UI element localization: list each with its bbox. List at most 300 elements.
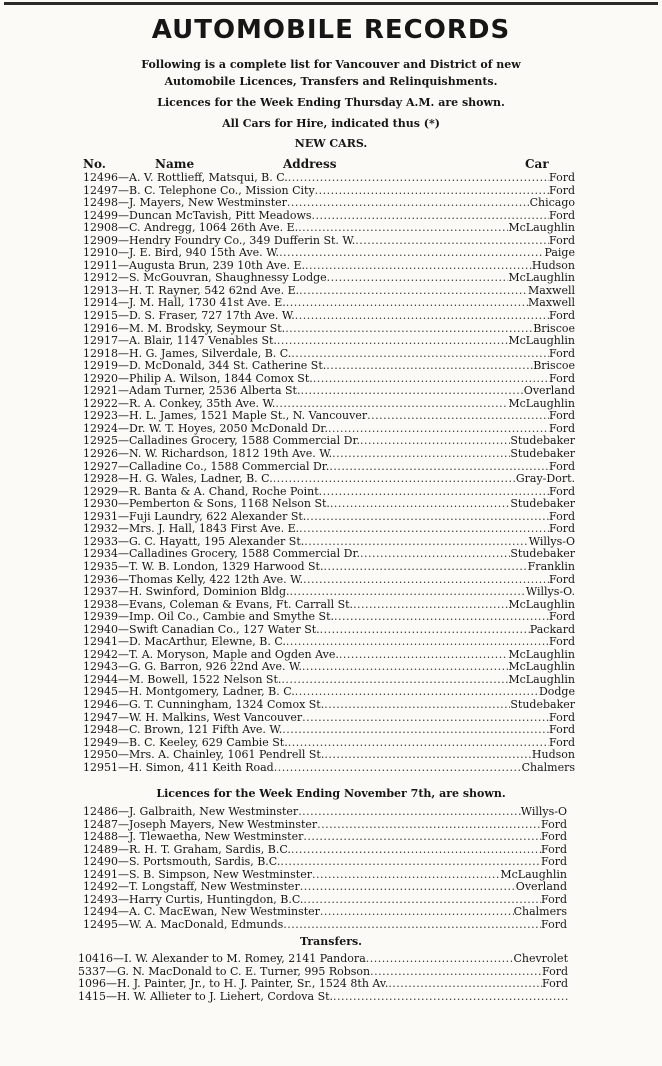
entry-number: 12933 [83, 534, 118, 548]
entry-car: Chalmers [521, 760, 575, 774]
entry-dash: — [118, 346, 129, 360]
entry-dash: — [118, 396, 129, 410]
leader-dots [300, 385, 523, 398]
leader-dots [388, 978, 542, 991]
entry-dash: — [118, 610, 129, 624]
entry-car: McLaughlin [508, 660, 575, 674]
leader-dots [299, 285, 528, 298]
entry-dash: — [118, 434, 129, 448]
entry-car: Studebaker [510, 497, 575, 511]
entry-car: Ford [549, 484, 575, 498]
entry-name-address: B. C. Telephone Co., Mission City [129, 183, 315, 197]
entry-car: Ford [549, 522, 575, 536]
entry-number: 12944 [83, 672, 118, 686]
entry-number: 12909 [83, 233, 118, 247]
entry-number: 12495 [83, 917, 118, 931]
leader-dots [303, 574, 549, 587]
list-item [78, 953, 568, 966]
top-rule [4, 2, 658, 5]
entry-dash: — [118, 183, 129, 197]
entry-car: Chevrolet [513, 952, 568, 965]
entry-car: McLaughlin [508, 396, 575, 410]
column-header-address: Address [283, 157, 337, 171]
entry-car: Briscoe [533, 359, 575, 373]
leader-dots [367, 410, 549, 423]
leader-dots [286, 636, 549, 649]
entry-dash: — [118, 547, 129, 561]
entry-dash: — [118, 334, 129, 348]
entry-name-address: A. V. Rottlieff, Matsqui, B. C. [129, 171, 288, 184]
entry-dash: — [118, 421, 129, 435]
entry-name-address: Calladines Grocery, 1588 Commercial Dr. [129, 434, 360, 448]
column-header-name: Name [155, 157, 195, 171]
entry-car: Gray-Dort. [515, 472, 575, 486]
entry-number: 12916 [83, 321, 118, 335]
entry-number: 12942 [83, 647, 118, 661]
entry-car: Ford [541, 855, 567, 869]
entry-number: 12490 [83, 855, 118, 869]
entry-name-address: Joseph Mayers, New Westminster [129, 817, 318, 831]
leader-dots [280, 856, 541, 869]
entry-dash: — [118, 880, 129, 894]
entry-name-address: H. G. James, Silverdale, B. C. [129, 346, 292, 360]
entry-number: 12934 [83, 547, 118, 561]
entry-number: 12921 [83, 384, 118, 398]
list-item [83, 222, 575, 235]
leader-dots [288, 172, 549, 185]
list-item [83, 919, 567, 932]
entry-car: Briscoe [533, 321, 575, 335]
entry-car: Overland [515, 880, 567, 894]
leader-dots [285, 323, 533, 336]
leader-dots [291, 348, 549, 361]
entry-car: Overland [523, 384, 575, 398]
entry-dash: — [113, 952, 124, 965]
leader-dots [360, 548, 510, 561]
entry-car: Willys-O. [525, 585, 575, 599]
entry-car: Ford [549, 421, 575, 435]
entry-number: 12930 [83, 497, 118, 511]
entry-car: Ford [549, 409, 575, 423]
entry-dash: — [118, 917, 129, 931]
entry-car: Ford [549, 509, 575, 523]
november-list [83, 806, 567, 931]
leader-dots [287, 197, 530, 210]
entry-car: Ford [549, 710, 575, 724]
entry-dash: — [118, 672, 129, 686]
leader-dots [303, 831, 541, 844]
entry-dash: — [118, 572, 129, 586]
entry-car: Studebaker [510, 447, 575, 461]
entry-dash: — [118, 459, 129, 473]
leader-dots [313, 373, 549, 386]
leader-dots [360, 435, 510, 448]
entry-number: 12949 [83, 735, 118, 749]
entry-dash: — [106, 964, 117, 978]
leader-dots [277, 335, 508, 348]
entry-number: 12946 [83, 697, 118, 711]
entry-name-address: M. Bowell, 1522 Nelson St. [129, 672, 282, 686]
entry-number: 12912 [83, 271, 118, 285]
entry-car: Maxwell [528, 283, 575, 297]
leader-dots [317, 819, 541, 832]
entry-dash: — [118, 171, 129, 184]
entry-number: 12937 [83, 585, 118, 599]
entry-dash: — [118, 484, 129, 498]
entry-name-address: T. W. B. London, 1329 Harwood St. [129, 559, 324, 573]
entry-dash: — [118, 409, 129, 423]
entry-number: 12499 [83, 208, 118, 222]
entry-dash: — [118, 208, 129, 222]
entry-dash: — [118, 371, 129, 385]
section-heading-transfers: Transfers. [299, 935, 363, 948]
entry-number: 12928 [83, 472, 118, 486]
leader-dots [273, 473, 516, 486]
entry-name-address: S. Portsmouth, Sardis, B.C. [129, 855, 281, 869]
list-item [78, 978, 568, 991]
leader-dots [315, 185, 549, 198]
entry-number: 12493 [83, 892, 118, 906]
entry-car: Ford [549, 610, 575, 624]
leader-dots [366, 953, 514, 966]
section-heading-november: Licences for the Week Ending November 7th, are shown. [156, 787, 506, 800]
entry-dash: — [118, 710, 129, 724]
entry-name-address: M. M. Brodsky, Seymour St. [129, 321, 286, 335]
leader-dots [306, 511, 549, 524]
entry-dash: — [118, 559, 129, 573]
entry-car: Ford [541, 842, 567, 856]
entry-number: 12497 [83, 183, 118, 197]
list-item [83, 172, 575, 185]
entry-name-address: Swift Canadian Co., 127 Water St. [129, 622, 320, 636]
list-item [83, 385, 575, 398]
page-title: AUTOMOBILE RECORDS [151, 15, 511, 45]
entry-name-address: Philip A. Wilson, 1844 Comox St. [129, 371, 313, 385]
entry-number: 1415 [78, 989, 106, 1003]
entry-car: Franklin [527, 559, 575, 573]
entry-dash: — [118, 497, 129, 511]
list-item [83, 473, 575, 486]
entry-dash: — [106, 989, 117, 1003]
entry-car: Paige [544, 246, 575, 260]
list-item [83, 724, 575, 737]
entry-number: 12922 [83, 396, 118, 410]
entry-name-address: R. A. Conkey, 35th Ave. W. [129, 396, 276, 410]
entry-number: 12924 [83, 421, 118, 435]
entry-car: Ford [549, 208, 575, 222]
entry-number: 12486 [83, 805, 118, 818]
entry-name-address: Harry Curtis, Huntingdon, B.C. [129, 892, 304, 906]
leader-dots [298, 806, 521, 819]
leader-dots [370, 966, 542, 979]
entry-dash: — [118, 447, 129, 461]
entry-name-address: H. Simon, 411 Keith Road [129, 760, 274, 774]
entry-car: Ford [549, 346, 575, 360]
leader-dots [355, 235, 549, 248]
entry-name-address: N. W. Richardson, 1812 19th Ave. W. [129, 447, 333, 461]
entry-number: 12941 [83, 635, 118, 649]
entry-number: 12935 [83, 559, 118, 573]
entry-name-address: W. H. Malkins, West Vancouver [129, 710, 303, 724]
entry-car: Ford [541, 817, 567, 831]
entry-name-address: T. A. Moryson, Maple and Ogden Ave. [129, 647, 339, 661]
entry-name-address: R. H. T. Graham, Sardis, B.C. [129, 842, 291, 856]
leader-dots [299, 523, 549, 536]
entry-number: 12932 [83, 522, 118, 536]
entry-dash: — [118, 723, 129, 737]
entry-number: 12908 [83, 221, 118, 235]
entry-dash: — [118, 522, 129, 536]
leader-dots [295, 686, 539, 699]
section-heading-new-cars: NEW CARS. [294, 137, 368, 150]
entry-dash: — [118, 892, 129, 906]
entry-name-address: Augusta Brun, 239 10th Ave. E. [129, 258, 306, 272]
entry-car: Studebaker [510, 434, 575, 448]
new-cars-list [83, 172, 575, 774]
entry-name-address: G. T. Cunningham, 1324 Comox St. [129, 697, 325, 711]
entry-number: 12940 [83, 622, 118, 636]
leader-dots [302, 661, 509, 674]
entry-number: 12929 [83, 484, 118, 498]
entry-dash: — [118, 635, 129, 649]
entry-car: Ford [549, 233, 575, 247]
entry-name-address: D. MacArthur, Elewne, B. C. [129, 635, 286, 649]
entry-car: Ford [549, 735, 575, 749]
entry-dash: — [118, 685, 129, 699]
entry-name-address: D. S. Fraser, 727 17th Ave. W. [129, 309, 295, 323]
leader-dots [282, 724, 549, 737]
entry-car: Willys-O [520, 805, 567, 818]
entry-number: 12492 [83, 880, 118, 894]
entry-number: 12489 [83, 842, 118, 856]
entry-number: 12948 [83, 723, 118, 737]
list-item [83, 310, 575, 323]
entry-number: 10416 [78, 952, 113, 965]
entry-dash: — [118, 472, 129, 486]
leader-dots [353, 599, 508, 612]
entry-dash: — [118, 748, 129, 762]
entry-car: Ford [541, 917, 567, 931]
entry-dash: — [118, 384, 129, 398]
leader-dots [274, 762, 522, 775]
list-item [83, 335, 575, 348]
entry-dash: — [118, 283, 129, 297]
intro-line-1: Following is a complete list for Vancouver and District of new [141, 58, 521, 71]
entry-dash: — [118, 271, 129, 285]
entry-car: McLaughlin [500, 867, 567, 881]
entry-name-address: W. A. MacDonald, Edmunds [129, 917, 284, 931]
leader-dots [334, 611, 549, 624]
entry-name-address: Calladines Grocery, 1588 Commercial Dr. [129, 547, 360, 561]
entry-number: 1096 [78, 977, 106, 991]
leader-dots [303, 894, 541, 907]
list-item [83, 856, 567, 869]
entry-dash: — [118, 817, 129, 831]
entry-car: Ford [542, 977, 568, 991]
entry-car: Packard [529, 622, 575, 636]
leader-dots [326, 360, 533, 373]
entry-name-address: J. Galbraith, New Westminster [129, 805, 299, 818]
entry-number: 12950 [83, 748, 118, 762]
entry-name-address: R. Banta & A. Chand, Roche Point [129, 484, 319, 498]
entry-name-address: C. Brown, 121 Fifth Ave. W. [129, 723, 283, 737]
entry-car: Ford [542, 964, 568, 978]
entry-number: 12943 [83, 660, 118, 674]
entry-name-address: Dr. W. T. Hoyes, 2050 McDonald Dr. [129, 421, 328, 435]
entry-car: Ford [549, 635, 575, 649]
entry-number: 12938 [83, 597, 118, 611]
leader-dots [288, 737, 549, 750]
entry-car: Studebaker [510, 697, 575, 711]
entry-number: 12920 [83, 371, 118, 385]
entry-number: 12491 [83, 867, 118, 881]
entry-dash: — [118, 842, 129, 856]
entry-name-address: G. G. Barron, 926 22nd Ave. W. [129, 660, 302, 674]
leader-dots [305, 260, 532, 273]
entry-car: Chalmers [513, 905, 567, 919]
leader-dots [291, 844, 541, 857]
entry-dash: — [118, 309, 129, 323]
entry-name-address: S. B. Simpson, New Westminster [129, 867, 312, 881]
entry-dash: — [118, 509, 129, 523]
entry-name-address: B. C. Keeley, 629 Cambie St. [129, 735, 288, 749]
entry-name-address: H. T. Rayner, 542 62nd Ave. E. [129, 283, 300, 297]
entry-number: 5337 [78, 964, 106, 978]
entry-car: McLaughlin [508, 334, 575, 348]
entry-name-address: H. Swinford, Dominion Bldg. [129, 585, 290, 599]
entry-name-address: A. Blair, 1147 Venables St. [129, 334, 277, 348]
entry-car: McLaughlin [508, 597, 575, 611]
entry-number: 12494 [83, 905, 118, 919]
column-header-car: Car [525, 157, 549, 171]
leader-dots [332, 448, 510, 461]
entry-name-address: S. McGouvran, Shaughnessy Lodge [129, 271, 327, 285]
list-item [83, 699, 575, 712]
list-item [83, 806, 567, 819]
entry-number: 12951 [83, 760, 118, 774]
entry-dash: — [118, 760, 129, 774]
entry-name-address: H. W. Allieter to J. Liehert, Cordova St. [117, 989, 334, 1003]
entry-car: Ford [549, 309, 575, 323]
leader-dots [320, 624, 530, 637]
entry-name-address: Duncan McTavish, Pitt Meadows [129, 208, 312, 222]
entry-name-address: G. C. Hayatt, 195 Alexander St. [129, 534, 305, 548]
entry-dash: — [118, 867, 129, 881]
entry-car: Studebaker [510, 547, 575, 561]
entry-dash: — [118, 233, 129, 247]
entry-dash: — [118, 830, 129, 844]
leader-dots [320, 906, 514, 919]
list-item [83, 636, 575, 649]
entry-dash: — [118, 735, 129, 749]
entry-car: McLaughlin [508, 221, 575, 235]
entry-dash: — [118, 258, 129, 272]
entry-number: 12931 [83, 509, 118, 523]
entry-car: Ford [549, 723, 575, 737]
entry-dash: — [118, 597, 129, 611]
entry-number: 12939 [83, 610, 118, 624]
entry-dash: — [118, 221, 129, 235]
entry-car: Chicago [529, 196, 575, 210]
entry-dash: — [106, 977, 117, 991]
entry-car: Ford [549, 371, 575, 385]
entry-name-address: T. Longstaff, New Westminster [129, 880, 300, 894]
entry-dash: — [118, 697, 129, 711]
entry-name-address: A. C. MacEwan, New Westminster [129, 905, 320, 919]
entry-name-address: Fuji Laundry, 622 Alexander St. [129, 509, 307, 523]
entry-name-address: Calladine Co., 1588 Commercial Dr. [129, 459, 330, 473]
list-item [83, 611, 575, 624]
entry-dash: — [118, 855, 129, 869]
entry-name-address: G. N. MacDonald to C. E. Turner, 995 Robson [117, 964, 371, 978]
entry-number: 12945 [83, 685, 118, 699]
leader-dots [300, 881, 516, 894]
leader-dots [330, 498, 510, 511]
leader-dots [333, 991, 568, 1004]
entry-name-address: Adam Turner, 2536 Alberta St. [129, 384, 301, 398]
entry-number: 12498 [83, 196, 118, 210]
entry-car: Ford [549, 171, 575, 184]
list-item [83, 247, 575, 260]
list-item [83, 762, 575, 775]
entry-car: McLaughlin [508, 271, 575, 285]
list-item [83, 881, 567, 894]
entry-dash: — [118, 196, 129, 210]
entry-car: Maxwell [528, 296, 575, 310]
entry-name-address: Evans, Coleman & Evans, Ft. Carrall St. [129, 597, 354, 611]
entry-name-address: H. L. James, 1521 Maple St., N. Vancouver [129, 409, 368, 423]
entry-number: 12919 [83, 359, 118, 373]
entry-car: McLaughlin [508, 647, 575, 661]
leader-dots [312, 869, 500, 882]
entry-name-address: J. E. Bird, 940 15th Ave. W. [129, 246, 280, 260]
entry-dash: — [118, 647, 129, 661]
leader-dots [281, 674, 508, 687]
entry-car: Hudson [531, 748, 575, 762]
entry-dash: — [118, 905, 129, 919]
transfers-list [78, 953, 568, 1003]
leader-dots [283, 919, 541, 932]
entry-number: 12926 [83, 447, 118, 461]
entry-car: McLaughlin [508, 672, 575, 686]
entry-name-address: C. Andregg, 1064 26th Ave. E. [129, 221, 299, 235]
entry-number: 12915 [83, 309, 118, 323]
list-item [83, 498, 575, 511]
list-item [83, 197, 575, 210]
entry-dash: — [118, 246, 129, 260]
entry-car: Hudson [531, 258, 575, 272]
list-item [83, 749, 575, 762]
entry-name-address: J. M. Hall, 1730 41st Ave. E. [129, 296, 286, 310]
entry-car: Dodge [538, 685, 575, 699]
entry-number: 12918 [83, 346, 118, 360]
entry-car: Ford [549, 572, 575, 586]
entry-number: 12923 [83, 409, 118, 423]
entry-number: 12936 [83, 572, 118, 586]
leader-dots [323, 561, 527, 574]
entry-dash: — [118, 359, 129, 373]
list-item [83, 523, 575, 536]
entry-name-address: Thomas Kelly, 422 12th Ave. W. [129, 572, 303, 586]
entry-number: 12925 [83, 434, 118, 448]
leader-dots [339, 649, 509, 662]
entry-number: 12917 [83, 334, 118, 348]
entry-name-address: Mrs. A. Chainley, 1061 Pendrell St. [129, 748, 325, 762]
list-item [83, 661, 575, 674]
entry-number: 12910 [83, 246, 118, 260]
column-headers [83, 157, 575, 172]
entry-number: 12914 [83, 296, 118, 310]
